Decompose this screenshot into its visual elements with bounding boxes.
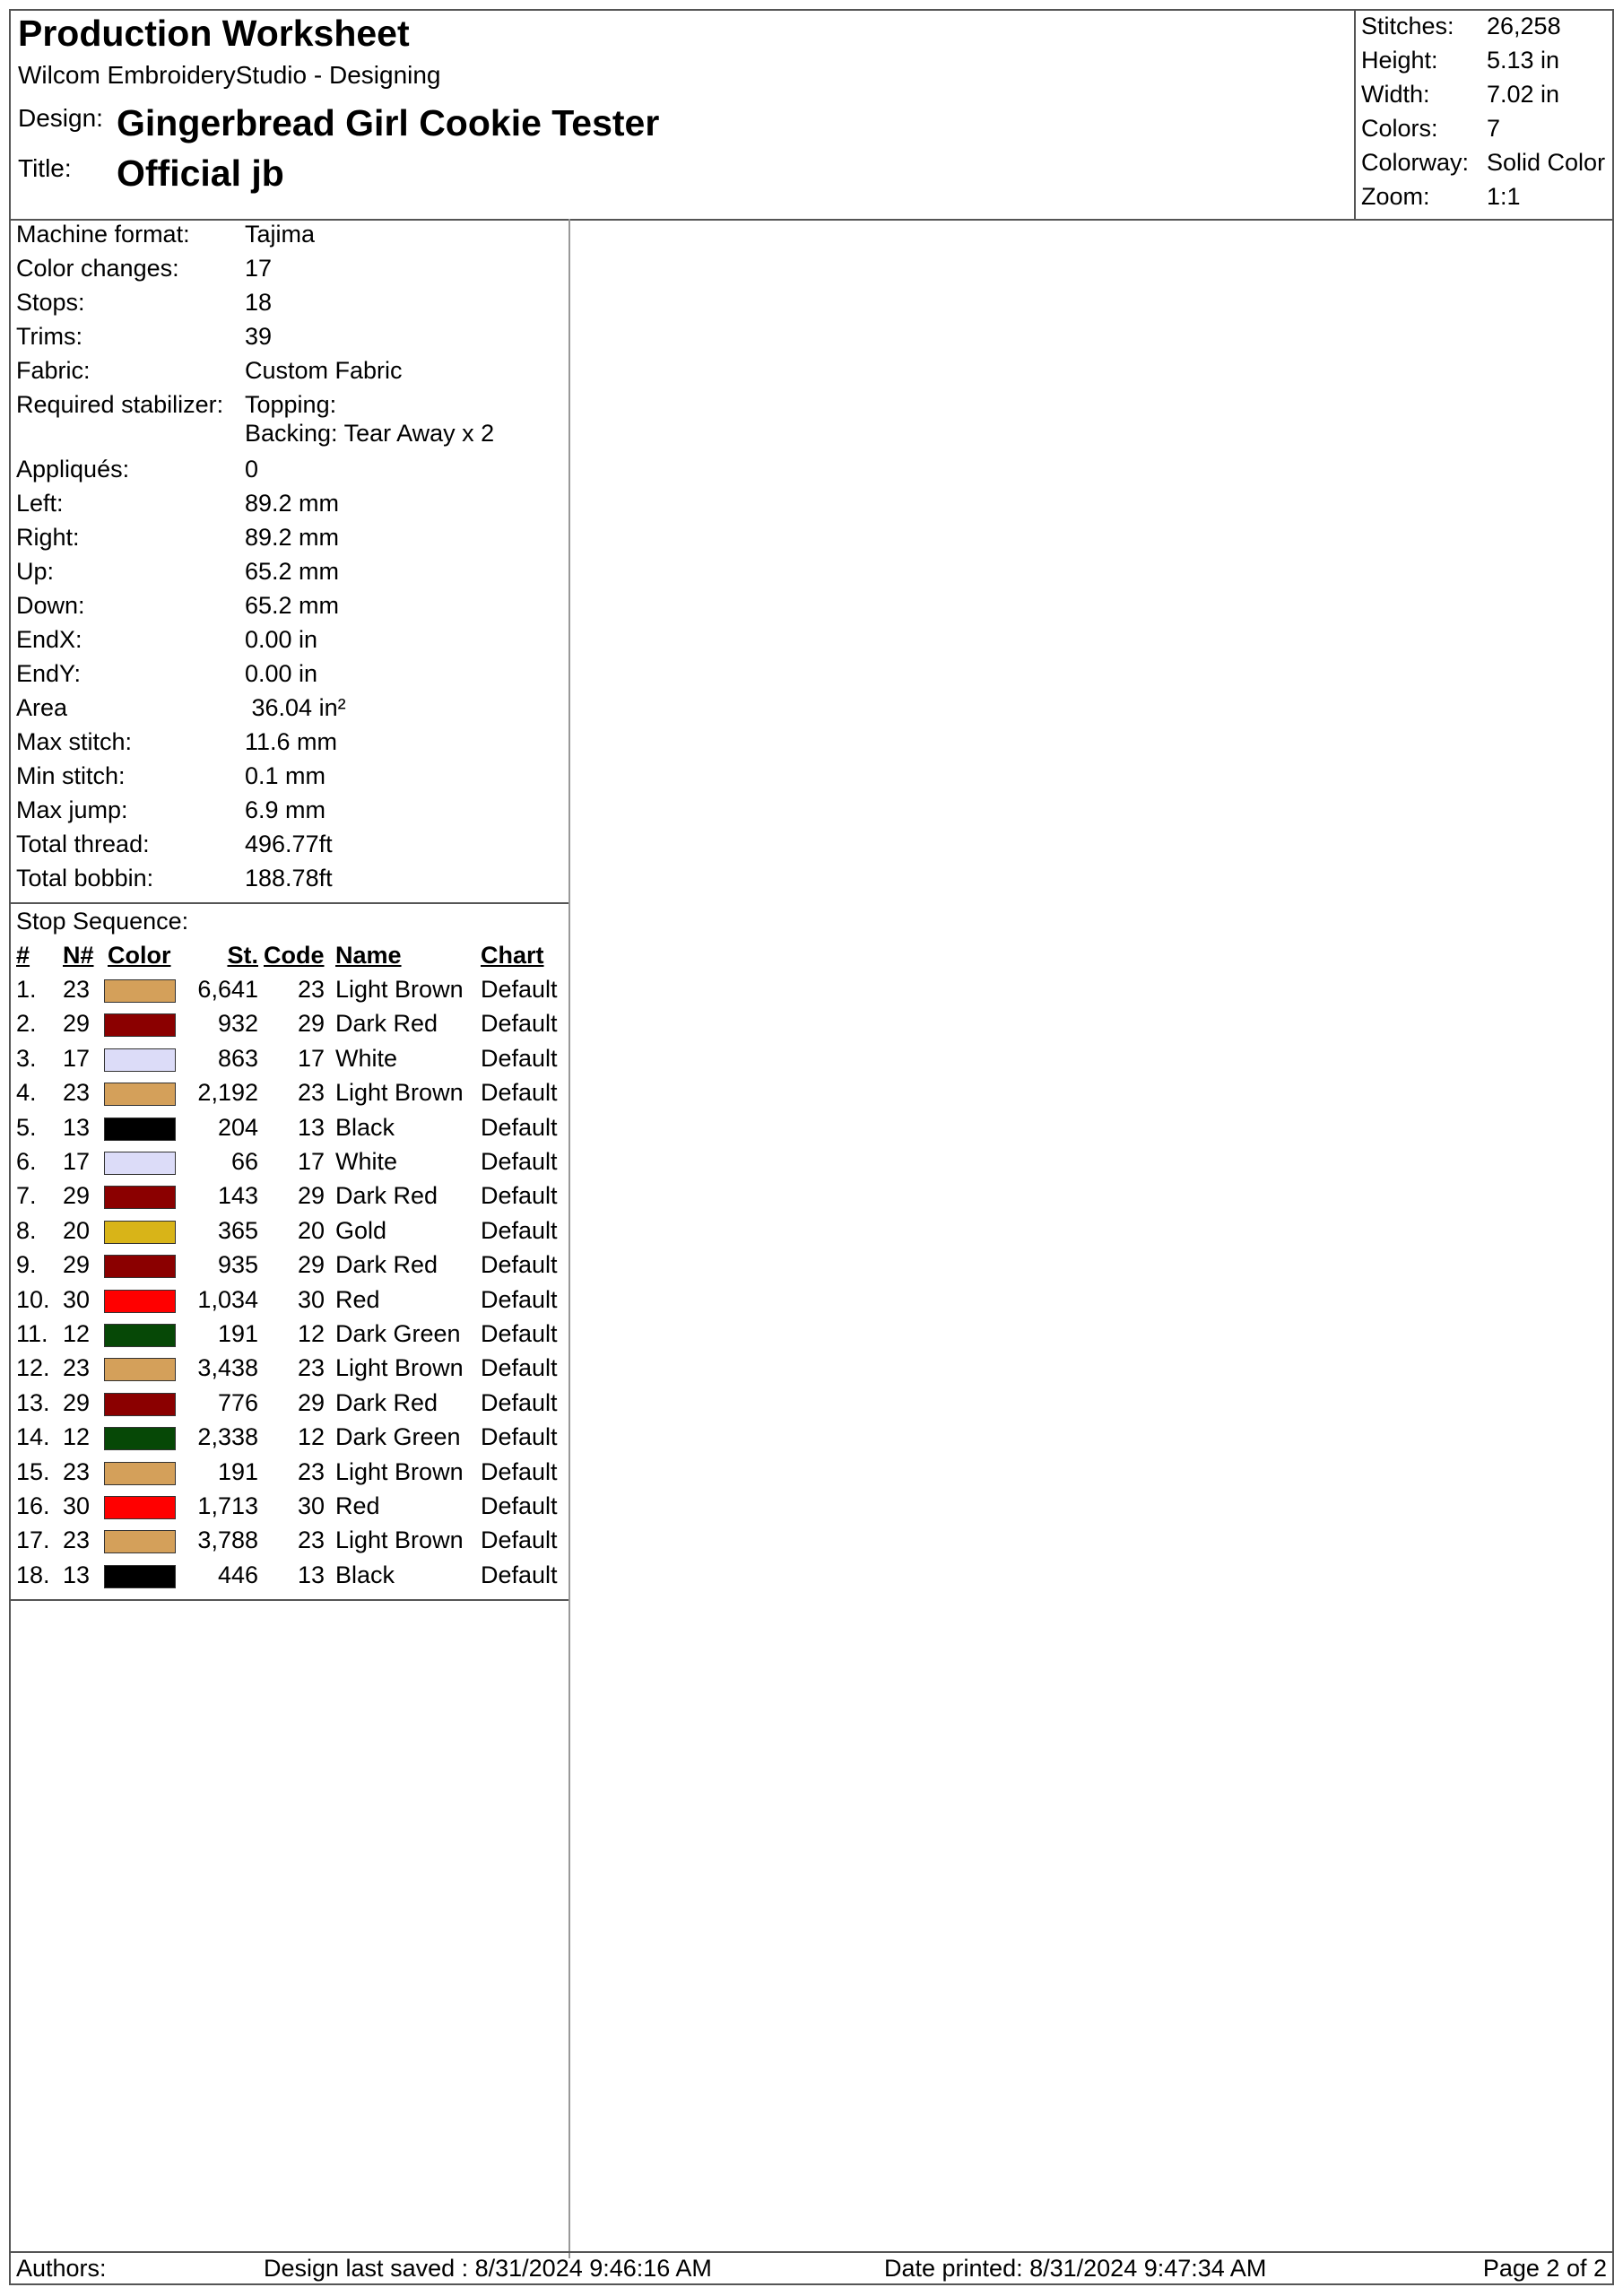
info-label: Up: <box>16 558 55 585</box>
row-index: 18. <box>16 1561 50 1588</box>
header-needle: N# <box>63 942 94 969</box>
row-code: 29 <box>297 1251 325 1279</box>
stat-label: Colors: <box>1361 115 1438 142</box>
header-index: # <box>16 942 30 969</box>
row-index: 13. <box>16 1388 50 1416</box>
stat-label: Width: <box>1361 81 1430 108</box>
row-code: 23 <box>297 1354 325 1382</box>
row-chart: Default <box>481 1079 558 1107</box>
color-swatch <box>104 1324 176 1347</box>
row-color-name: Light Brown <box>335 1457 464 1485</box>
row-chart: Default <box>481 1457 558 1485</box>
row-color-name: Gold <box>335 1216 387 1244</box>
row-chart: Default <box>481 1044 558 1072</box>
color-swatch <box>104 1565 176 1588</box>
footer-date-printed: Date printed: 8/31/2024 9:47:34 AM <box>884 2255 1267 2282</box>
worksheet-page <box>9 9 1614 2285</box>
info-label: Fabric: <box>16 357 91 384</box>
row-color-name: White <box>335 1044 398 1072</box>
header-stitches: St. <box>227 942 258 969</box>
row-chart: Default <box>481 1010 558 1038</box>
header-chart: Chart <box>481 942 544 969</box>
row-chart: Default <box>481 1354 558 1382</box>
row-needle: 23 <box>62 976 90 1003</box>
title-label: Title: <box>18 154 72 182</box>
header-code: Code <box>264 942 325 969</box>
row-index: 1. <box>16 976 37 1003</box>
worksheet-header <box>11 11 1612 221</box>
info-label: Stops: <box>16 289 85 316</box>
row-stitches: 863 <box>217 1044 258 1072</box>
row-needle: 23 <box>62 1354 90 1382</box>
row-code: 13 <box>297 1561 325 1588</box>
info-value: 89.2 mm <box>245 524 340 551</box>
row-chart: Default <box>481 1423 558 1451</box>
row-chart: Default <box>481 1285 558 1313</box>
row-index: 17. <box>16 1526 50 1554</box>
info-value: 6.9 mm <box>245 796 326 823</box>
row-chart: Default <box>481 1182 558 1210</box>
row-code: 23 <box>297 1526 325 1554</box>
stat-label: Height: <box>1361 47 1438 74</box>
row-index: 2. <box>16 1010 37 1038</box>
color-swatch <box>104 1221 176 1244</box>
info-label: EndX: <box>16 626 82 653</box>
row-stitches: 776 <box>217 1388 258 1416</box>
row-code: 29 <box>297 1388 325 1416</box>
color-swatch <box>104 1393 176 1416</box>
info-label: Down: <box>16 592 85 619</box>
info-value: 39 <box>245 323 273 350</box>
row-color-name: Light Brown <box>335 1526 464 1554</box>
info-value: 496.77ft <box>245 831 333 857</box>
row-stitches: 6,641 <box>197 976 258 1003</box>
row-stitches: 143 <box>217 1182 258 1210</box>
table-row <box>11 1251 568 1285</box>
row-index: 6. <box>16 1148 37 1175</box>
table-row <box>11 1354 568 1388</box>
row-index: 16. <box>16 1492 50 1519</box>
row-needle: 30 <box>62 1492 90 1519</box>
info-label: Total thread: <box>16 831 150 857</box>
color-swatch <box>104 1358 176 1381</box>
row-stitches: 2,192 <box>197 1079 258 1107</box>
row-color-name: Light Brown <box>335 1354 464 1382</box>
info-value: 65.2 mm <box>245 558 340 585</box>
row-index: 15. <box>16 1457 50 1485</box>
stat-value: 7.02 in <box>1487 81 1560 108</box>
row-needle: 12 <box>62 1320 90 1347</box>
row-stitches: 66 <box>230 1148 258 1175</box>
divider <box>11 1599 568 1601</box>
row-code: 29 <box>297 1182 325 1210</box>
row-index: 5. <box>16 1113 37 1141</box>
info-label: Required stabilizer: <box>16 391 224 418</box>
table-row <box>11 1320 568 1354</box>
row-stitches: 932 <box>217 1010 258 1038</box>
worksheet-footer <box>11 2251 1612 2285</box>
table-row <box>11 1114 568 1148</box>
row-chart: Default <box>481 1216 558 1244</box>
info-value: 18 <box>245 289 273 316</box>
row-index: 10. <box>16 1285 50 1313</box>
info-label: Max stitch: <box>16 728 133 755</box>
row-index: 7. <box>16 1182 37 1210</box>
row-needle: 23 <box>62 1079 90 1107</box>
design-name: Gingerbread Girl Cookie Tester <box>117 102 660 144</box>
info-label: Color changes: <box>16 255 179 282</box>
row-code: 17 <box>297 1044 325 1072</box>
row-stitches: 191 <box>217 1320 258 1347</box>
info-value: 0.00 in <box>245 660 318 687</box>
table-row <box>11 1148 568 1182</box>
stat-value: 26,258 <box>1487 13 1561 39</box>
color-swatch <box>104 1530 176 1553</box>
row-stitches: 446 <box>217 1561 258 1588</box>
row-color-name: Dark Green <box>335 1320 461 1347</box>
info-label: Total bobbin: <box>16 865 154 891</box>
stat-label: Stitches: <box>1361 13 1454 39</box>
info-label: Min stitch: <box>16 762 126 789</box>
info-label: Appliqués: <box>16 456 130 483</box>
footer-page-number: Page 2 of 2 <box>1482 2255 1607 2282</box>
info-value: 36.04 in² <box>245 694 346 721</box>
color-swatch <box>104 1496 176 1519</box>
row-index: 12. <box>16 1354 50 1382</box>
table-row <box>11 1010 568 1044</box>
row-needle: 13 <box>62 1113 90 1141</box>
row-color-name: White <box>335 1148 398 1175</box>
row-code: 12 <box>297 1423 325 1451</box>
info-value: 17 <box>245 255 273 282</box>
row-code: 23 <box>297 1079 325 1107</box>
color-swatch <box>104 1255 176 1278</box>
color-swatch <box>104 1152 176 1175</box>
stat-value: 1:1 <box>1487 183 1521 210</box>
info-value: Topping: <box>245 391 337 418</box>
info-value-line2: Backing: Tear Away x 2 <box>245 420 495 447</box>
row-stitches: 2,338 <box>197 1423 258 1451</box>
row-needle: 29 <box>62 1010 90 1038</box>
table-row <box>11 976 568 1010</box>
row-chart: Default <box>481 1320 558 1347</box>
row-color-name: Black <box>335 1561 395 1588</box>
info-value: Tajima <box>245 221 316 248</box>
row-index: 4. <box>16 1079 37 1107</box>
table-row <box>11 1045 568 1079</box>
footer-last-saved: Design last saved : 8/31/2024 9:46:16 AM <box>264 2255 712 2282</box>
row-chart: Default <box>481 1526 558 1554</box>
page-title: Production Worksheet <box>18 13 410 54</box>
row-color-name: Black <box>335 1113 395 1141</box>
info-label: Left: <box>16 490 64 517</box>
divider <box>11 902 568 904</box>
info-label: Right: <box>16 524 80 551</box>
row-stitches: 365 <box>217 1216 258 1244</box>
row-stitches: 3,438 <box>197 1354 258 1382</box>
table-row <box>11 1182 568 1216</box>
design-label: Design: <box>18 104 103 132</box>
row-stitches: 204 <box>217 1113 258 1141</box>
row-stitches: 1,713 <box>197 1492 258 1519</box>
row-needle: 29 <box>62 1251 90 1279</box>
row-index: 3. <box>16 1044 37 1072</box>
row-needle: 20 <box>62 1216 90 1244</box>
row-chart: Default <box>481 1148 558 1175</box>
color-swatch <box>104 1290 176 1313</box>
row-needle: 12 <box>62 1423 90 1451</box>
row-color-name: Red <box>335 1285 380 1313</box>
info-value: 65.2 mm <box>245 592 340 619</box>
row-index: 8. <box>16 1216 37 1244</box>
stat-value: 5.13 in <box>1487 47 1560 74</box>
title-value: Official jb <box>117 152 284 194</box>
table-row <box>11 1492 568 1526</box>
row-chart: Default <box>481 1388 558 1416</box>
stat-label: Zoom: <box>1361 183 1430 210</box>
row-needle: 29 <box>62 1182 90 1210</box>
info-label: Area <box>16 694 68 721</box>
app-name: Wilcom EmbroideryStudio - Designing <box>18 61 441 89</box>
row-code: 23 <box>297 976 325 1003</box>
info-label: Max jump: <box>16 796 128 823</box>
row-needle: 23 <box>62 1526 90 1554</box>
table-row <box>11 1561 568 1596</box>
table-row <box>11 1217 568 1251</box>
row-color-name: Red <box>335 1492 380 1519</box>
row-code: 20 <box>297 1216 325 1244</box>
stat-value: Solid Color <box>1487 149 1606 176</box>
row-index: 11. <box>16 1320 48 1347</box>
row-color-name: Dark Red <box>335 1182 438 1210</box>
row-chart: Default <box>481 1251 558 1279</box>
info-label: Machine format: <box>16 221 190 248</box>
table-row <box>11 1286 568 1320</box>
row-code: 12 <box>297 1320 325 1347</box>
info-value: 11.6 mm <box>245 728 338 755</box>
row-color-name: Light Brown <box>335 1079 464 1107</box>
row-needle: 17 <box>62 1148 90 1175</box>
row-stitches: 3,788 <box>197 1526 258 1554</box>
footer-authors: Authors: <box>16 2255 107 2282</box>
info-value: Custom Fabric <box>245 357 403 384</box>
row-stitches: 935 <box>217 1251 258 1279</box>
info-value: 89.2 mm <box>245 490 340 517</box>
color-swatch <box>104 1048 176 1072</box>
header-name: Name <box>335 942 402 969</box>
table-row <box>11 1458 568 1492</box>
info-label: Trims: <box>16 323 82 350</box>
row-code: 13 <box>297 1113 325 1141</box>
color-swatch <box>104 1083 176 1106</box>
info-label: EndY: <box>16 660 82 687</box>
table-row <box>11 1079 568 1113</box>
info-value: 0.00 in <box>245 626 318 653</box>
row-code: 29 <box>297 1010 325 1038</box>
color-swatch <box>104 1186 176 1209</box>
row-code: 23 <box>297 1457 325 1485</box>
table-row <box>11 1526 568 1561</box>
row-needle: 17 <box>62 1044 90 1072</box>
row-color-name: Dark Green <box>335 1423 461 1451</box>
row-chart: Default <box>481 1561 558 1588</box>
row-chart: Default <box>481 1492 558 1519</box>
stop-sequence-title: Stop Sequence: <box>16 908 189 935</box>
row-stitches: 191 <box>217 1457 258 1485</box>
stat-label: Colorway: <box>1361 149 1470 176</box>
row-code: 30 <box>297 1285 325 1313</box>
row-color-name: Dark Red <box>335 1388 438 1416</box>
design-stats-panel <box>1354 11 1612 219</box>
info-panel <box>11 219 570 2258</box>
row-color-name: Light Brown <box>335 976 464 1003</box>
row-needle: 13 <box>62 1561 90 1588</box>
header-color: Color <box>108 942 171 969</box>
row-needle: 30 <box>62 1285 90 1313</box>
color-swatch <box>104 1462 176 1485</box>
color-swatch <box>104 1427 176 1450</box>
row-chart: Default <box>481 1113 558 1141</box>
row-code: 30 <box>297 1492 325 1519</box>
row-stitches: 1,034 <box>197 1285 258 1313</box>
row-color-name: Dark Red <box>335 1251 438 1279</box>
row-code: 17 <box>297 1148 325 1175</box>
row-color-name: Dark Red <box>335 1010 438 1038</box>
color-swatch <box>104 979 176 1003</box>
info-value: 0 <box>245 456 259 483</box>
table-row <box>11 1423 568 1457</box>
row-index: 9. <box>16 1251 37 1279</box>
stat-value: 7 <box>1487 115 1501 142</box>
color-swatch <box>104 1013 176 1037</box>
info-value: 188.78ft <box>245 865 333 891</box>
row-index: 14. <box>16 1423 50 1451</box>
row-chart: Default <box>481 976 558 1003</box>
color-swatch <box>104 1118 176 1141</box>
row-needle: 23 <box>62 1457 90 1485</box>
info-value: 0.1 mm <box>245 762 326 789</box>
table-row <box>11 1389 568 1423</box>
stop-sequence-header <box>11 942 568 976</box>
row-needle: 29 <box>62 1388 90 1416</box>
